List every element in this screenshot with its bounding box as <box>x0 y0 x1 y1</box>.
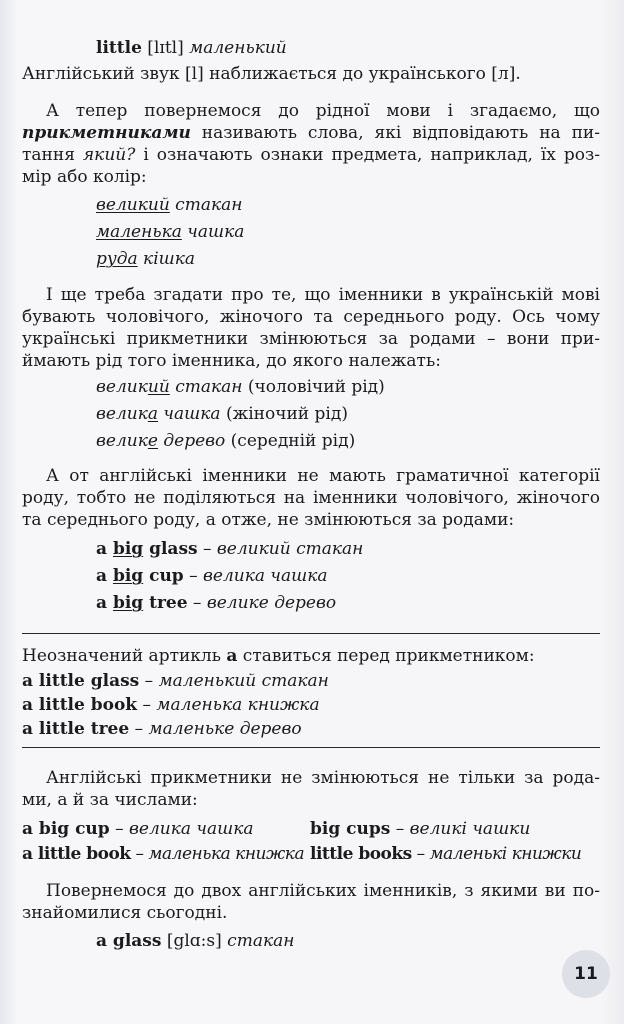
example-en-big-glass: a big glass – великий стакан <box>96 539 364 559</box>
word-glass-transcription: a glass [glɑ:s] стакан <box>96 931 295 951</box>
sound-note: Англійський звук [l] наближається до українського [л]. <box>22 64 521 84</box>
example-masculine: великий стакан (чоловічий рід) <box>96 377 385 397</box>
paragraph-return: Повернемося до двох англійських іменників, з якими ви по- знайомилися сьогодні. <box>22 881 600 923</box>
rule-top <box>22 633 600 634</box>
example-neuter: велике дерево (середній рід) <box>96 431 356 451</box>
example-feminine: велика чашка (жіночий рід) <box>96 404 348 424</box>
example-big-cup: a big cup – велика чашка <box>22 819 254 839</box>
example-big-cups: big cups – великі чашки <box>310 819 531 839</box>
article-rule-text: Неозначений артикль a ставиться перед прикметником: <box>22 646 535 666</box>
rule-bottom <box>22 747 600 748</box>
word-little-transcription: little [lɪtl] маленький <box>96 38 287 58</box>
example-little-books: little books – маленькі книжки <box>310 844 582 864</box>
example-ua-red-cat: руда кішка <box>96 249 196 269</box>
example-little-book-singular: a little book – маленька книжка <box>22 844 305 864</box>
paragraph-gender: І ще треба згадати про те, що іменники в українській мові бувають чоловічого, жіночого та середнього роду. Ось чому українські прикметники змінюються за родами – вони при- ймають рід того іменника, до якого належать: <box>22 285 600 371</box>
example-en-big-cup: a big cup – велика чашка <box>96 566 328 586</box>
paragraph-number: Англійські прикметники не змінюються не тільки за рода- ми, а й за числами: <box>22 768 600 810</box>
example-little-tree: a little tree – маленьке дерево <box>22 719 302 739</box>
paragraph-adjectives-intro: А тепер повернемося до рідної мови і згадаємо, що прикметниками називають слова, які відповідають на пи- тання який? і означають ознаки предмета, наприклад, їх роз- мір або колір: <box>22 101 600 187</box>
example-ua-little-cup: маленька чашка <box>96 222 245 242</box>
example-little-book: a little book – маленька книжка <box>22 695 320 715</box>
page-number: 11 <box>562 950 610 998</box>
example-ua-big-glass: великий стакан <box>96 195 243 215</box>
paragraph-english-gender: А от англійські іменники не мають граматичної категорії роду, тобто не поділяються на іменники чоловічого, жіночого та середнього роду, а отже, не змінюються за родами: <box>22 466 600 530</box>
example-little-glass: a little glass – маленький стакан <box>22 671 329 691</box>
example-en-big-tree: a big tree – велике дерево <box>96 593 337 613</box>
